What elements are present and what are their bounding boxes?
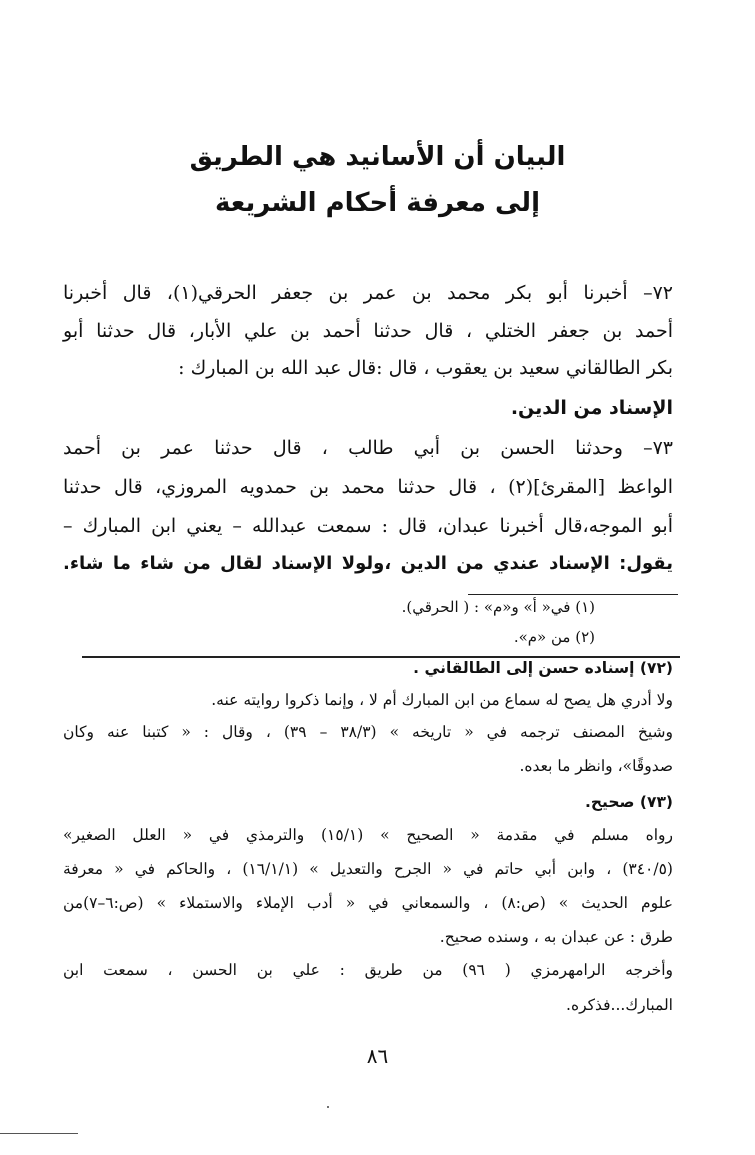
body-line: أحمد بن جعفر الختلي ، قال حدثنا أحمد بن علي الأبار، قال حدثنا أبو (63, 320, 673, 342)
commentary-line: طرق : عن عبدان به ، وسنده صحيح. (439, 928, 673, 946)
body-line: ٧٢– أخبرنا أبو بكر محمد بن عمر بن جعفر الحرقي(١)، قال أخبرنا (63, 282, 673, 304)
commentary-heading: (٧٢) إسناده حسن إلى الطالقاني . (413, 659, 673, 677)
page-number: ٨٦ (366, 1044, 389, 1068)
commentary-line: صدوقًا»، وانظر ما بعده. (519, 757, 673, 775)
body-line-quote: يقول: الإسناد عندي من الدين ،ولولا الإسناد لقال من شاء ما شاء. (63, 553, 673, 574)
commentary-heading: (٧٣) صحيح. (584, 793, 673, 811)
body-line: بكر الطالقاني سعيد بن يعقوب ، قال :قال عبد الله بن المبارك : (178, 357, 673, 379)
body-line: أبو الموجه،قال أخبرنا عبدان، قال : سمعت عبدالله – يعني ابن المبارك – (63, 515, 673, 537)
commentary-line: ولا أدري هل يصح له سماع من ابن المبارك أم لا ، وإنما ذكروا روايته عنه. (211, 691, 673, 709)
commentary-line: وأخرجه الرامهرمزي ( ٩٦) من طريق : علي بن الحسن ، سمعت ابن (63, 961, 673, 979)
footnote-separator (468, 594, 678, 595)
commentary-separator (82, 656, 680, 658)
commentary-line: وشيخ المصنف ترجمه في « تاريخه » (٣٨/٣ – ٣٩) ، وقال : « كتبنا عنه وكان (63, 723, 673, 741)
scan-edge-mark (0, 1133, 78, 1134)
body-line: ٧٣– وحدثنا الحسن بن أبي طالب ، قال حدثنا عمر بن أحمد (63, 437, 673, 459)
scan-speck (327, 1106, 329, 1108)
commentary-line: (٣٤٠/٥) ، وابن أبي حاتم في « الجرح والتعديل » (١٦/١/١) ، والحاكم في « معرفة (63, 860, 673, 878)
chapter-title-line-1: البيان أن الأسانيد هي الطريق (189, 142, 566, 172)
body-line: الواعظ [المقرئ](٢) ، قال حدثنا محمد بن حمدويه المروزي، قال حدثنا (63, 476, 673, 498)
footnote: (١) في« أ» و«م» : ( الحرقي). (401, 598, 595, 616)
footnote: (٢) من «م». (513, 628, 595, 646)
commentary-line: رواه مسلم في مقدمة « الصحيح » (١٥/١) والترمذي في « العلل الصغير» (63, 826, 673, 844)
commentary-line: علوم الحديث » (ص:٨) ، والسمعاني في « أدب الإملاء والاستملاء » (ص:٦–٧)من (63, 894, 673, 912)
commentary-line: المبارك...فذكره. (566, 996, 673, 1014)
body-line-quote: الإسناد من الدين. (510, 397, 673, 419)
chapter-title-line-2: إلى معرفة أحكام الشريعة (215, 188, 540, 218)
